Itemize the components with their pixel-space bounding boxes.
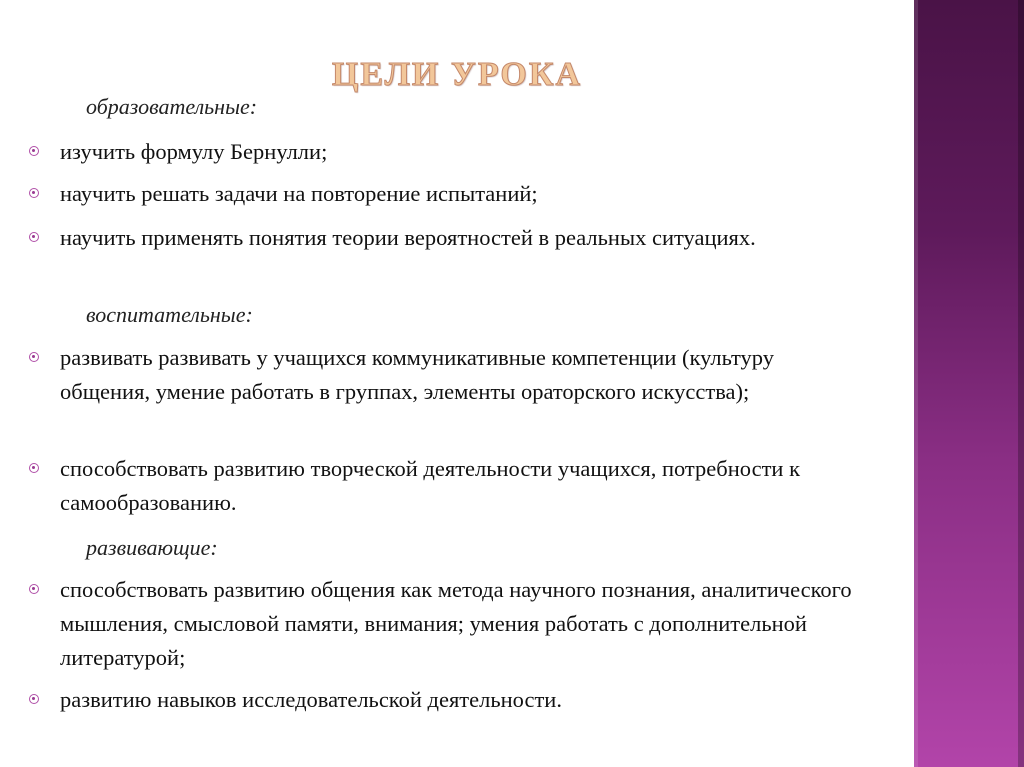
list-item <box>60 341 860 409</box>
section-heading-upbringing: воспитательные: <box>86 302 253 327</box>
bullet-icon <box>29 463 39 473</box>
bullet-icon <box>29 352 39 362</box>
bullet-icon <box>29 232 39 242</box>
item-text: развитию навыков исследовательской деятельности. <box>60 687 562 712</box>
decorative-side-stripe <box>914 0 1024 767</box>
bullet-icon <box>29 694 39 704</box>
item-text: научить применять понятия теории вероятностей в реальных ситуациях. <box>60 225 756 250</box>
bullet-icon <box>29 146 39 156</box>
list-item <box>60 683 900 717</box>
section-heading-educational: образовательные: <box>86 94 258 119</box>
slide-title: ЦЕЛИ УРОКА <box>331 56 583 93</box>
item-text: изучить формулу Бернулли; <box>60 139 328 164</box>
list-item <box>60 452 830 520</box>
item-text: научить решать задачи на повторение испытаний; <box>60 181 538 206</box>
bullet-icon <box>29 584 39 594</box>
bullet-icon <box>29 188 39 198</box>
list-item <box>60 221 820 255</box>
section-heading-developing: развивающие: <box>86 535 218 560</box>
item-text: способствовать развитию общения как метода научного познания, аналитического мышления, смысловой памяти, внимания; умения работать с дополнительной литературой; <box>60 577 852 670</box>
list-item <box>60 135 900 169</box>
item-text: способствовать развитию творческой деятельности учащихся, потребности к самообразованию. <box>60 456 800 515</box>
list-item <box>60 573 890 675</box>
list-item <box>60 177 900 211</box>
item-text: развивать развивать у учащихся коммуникативные компетенции (культуру общения, умение работать в группах, элементы ораторского искусства); <box>60 345 774 404</box>
